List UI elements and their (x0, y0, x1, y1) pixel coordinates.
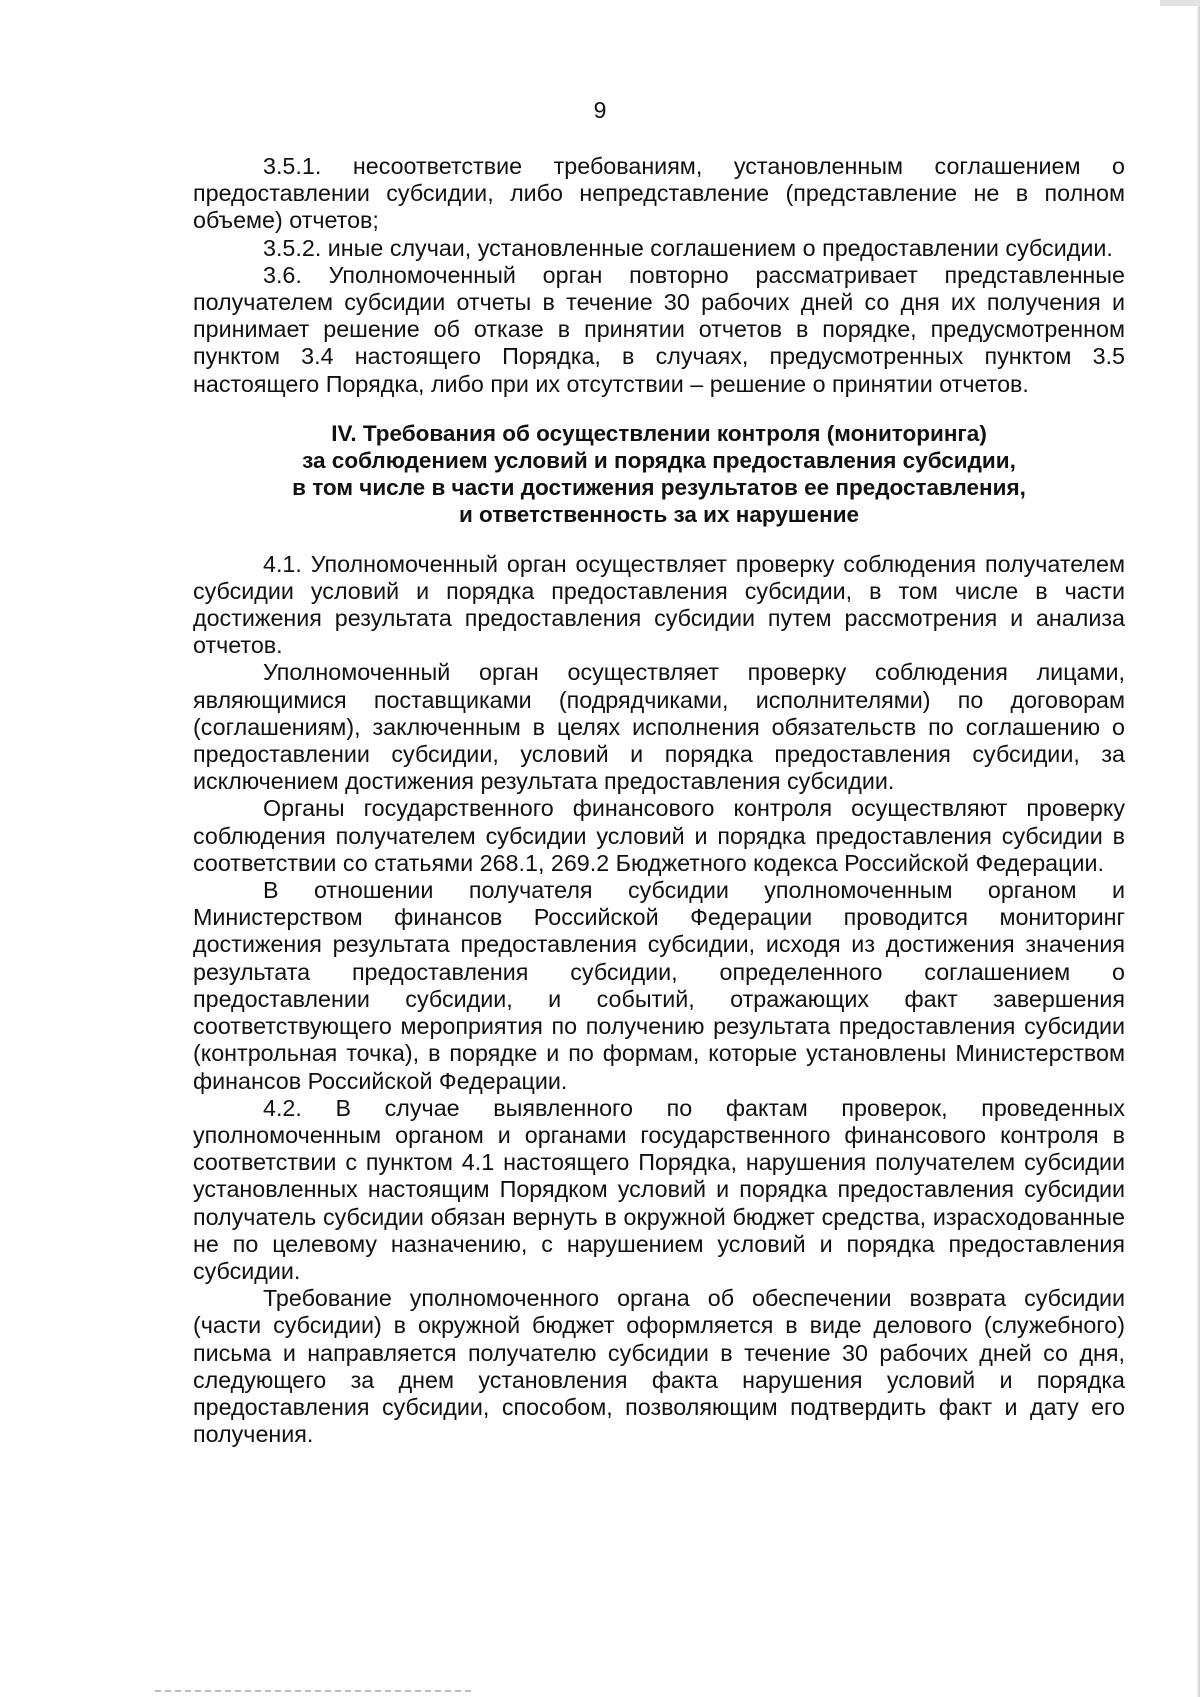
paragraph-financial-control: Органы государственного финансового контроля осуществляют проверку соблюдения получателем субсидии условий и порядка предоставления субсидии в соответствии со статьями 268.1, 269.2 Бюджетного кодекса Российской Федерации. (193, 795, 1125, 876)
section-heading-line: в том числе в части достижения результатов ее предоставления, (292, 475, 1026, 501)
paragraph-return-requirement: Требование уполномоченного органа об обеспечении возврата субсидии (части субсидии) в окружной бюджет оформляется в виде делового (служебного) письма и направляется получателю субсидии в течение 30 рабочих дней со дня, следующего за днем установления факта нарушения условий и порядка предоставления субсидии, способом, позволяющим подтвердить факт и дату его получения. (193, 1285, 1125, 1448)
paragraph-4-1: 4.1. Уполномоченный орган осуществляет проверку соблюдения получателем субсидии условий и порядка предоставления субсидии, в том числе в части достижения результата предоставления субсидии путем рассмотрения и анализа отчетов. (193, 550, 1125, 659)
section-heading (193, 420, 1125, 529)
paragraph-3-5-1: 3.5.1. несоответствие требованиям, установленным соглашением о предоставлении субсидии, либо непредставление (представление не в полном объеме) отчетов; (193, 153, 1125, 234)
paragraph-3-6: 3.6. Уполномоченный орган повторно рассматривает представленные получателем субсидии отчеты в течение 30 рабочих дней со дня их получения и принимает решение об отказе в принятии отчетов в порядке, предусмотренном пунктом 3.4 настоящего Порядка, в случаях, предусмотренных пунктом 3.5 настоящего Порядка, либо при их отсутствии – решение о принятии отчетов. (193, 261, 1125, 397)
paragraph-monitoring: В отношении получателя субсидии уполномоченным органом и Министерством финансов Российской Федерации проводится мониторинг достижения результата предоставления субсидии, исходя из достижения значения результата предоставления субсидии, определенного соглашением о предоставлении субсидии, и событий, отражающих факт завершения соответствующего мероприятия по получению результата предоставления субсидии (контрольная точка), в порядке и по формам, которые установлены Министерством финансов Российской Федерации. (193, 877, 1125, 1094)
scan-edge-top (1160, 0, 1200, 6)
section-heading-line: IV. Требования об осуществлении контроля (мониторинга) (331, 420, 987, 446)
section-heading-line: и ответственность за их нарушение (458, 502, 860, 528)
section-heading-line: за соблюдением условий и порядка предоставления субсидии, (302, 448, 1016, 474)
document-body (193, 153, 1125, 1448)
paragraph-3-5-2: 3.5.2. иные случаи, установленные соглашением о предоставлении субсидии. (263, 234, 1113, 261)
paragraph-suppliers-check: Уполномоченный орган осуществляет проверку соблюдения лицами, являющимися поставщиками (подрядчиками, исполнителями) по договорам (соглашениям), заключенным в целях исполнения обязательств по соглашению о предоставлении субсидии, условий и порядка предоставления субсидии, за исключением достижения результата предоставления субсидии. (193, 659, 1125, 795)
page-number: 9 (593, 97, 607, 123)
scan-artifact-line (155, 1690, 475, 1692)
paragraph-4-2: 4.2. В случае выявленного по фактам проверок, проведенных уполномоченным органом и органами государственного финансового контроля в соответствии с пунктом 4.1 настоящего Порядка, нарушения получателем субсидии установленных настоящим Порядком условий и порядка предоставления субсидии получатель субсидии обязан вернуть в окружной бюджет средства, израсходованные не по целевому назначению, с нарушением условий и порядка предоставления субсидии. (193, 1094, 1125, 1284)
